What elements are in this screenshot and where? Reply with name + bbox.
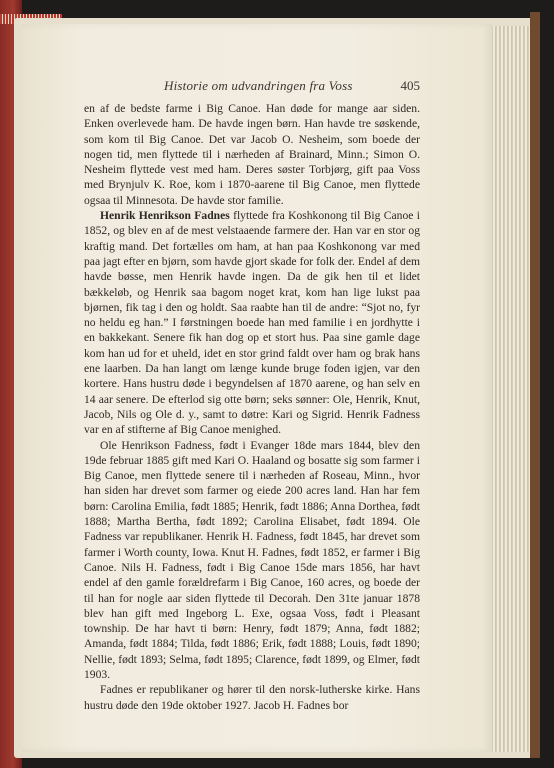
paragraph-4 [84, 682, 420, 713]
paragraph-1 [84, 101, 420, 208]
page-header [84, 78, 420, 98]
paragraph-3-text: Ole Henrikson Fadness, født i Evanger 18de mars 1844, blev den 19de februar 1885 gift med Kari O. Haaland og bosatte sig som farmer i Big Canoe, men flyttede senere til i nærheden af Roseau, Minn., hvor han siden har drevet som farmer og eiede 200 acres land. Han har fem børn: Carolina Emilia, født 1885; Henrik, født 1886; Anna Dorthea, født 1888; Martha Bertha, født 1892; Carolina Elisabet, født 1894. Ole Fadness var republikaner. Henrik H. Fadness, født 1845, har drevet som farmer i Worth county, Iowa. Knut H. Fadnes, født 1852, er farmer i Big Canoe. Nils H. Fadness, født i Big Canoe 15de mars 1856, har havt endel af den gamle forældrefarm i Big Canoe, 160 acres, og boede der til han for nogle aar siden flyttede til Decorah. Den 31te januar 1878 blev han gift med Ingeborg L. Exe, ogsaa Voss, født i Pleasant township. De har havt ti børn: Henry, født 1879; Anna, født 1882; Amanda, født 1884; Tilda, født 1886; Erik, født 1888; Louis, født 1890; Nellie, født 1893; Selma, født 1895; Clarence, født 1899, og Elmer, født 1903. [84, 438, 420, 681]
page-edges [488, 26, 534, 752]
book-cover-right [530, 12, 540, 758]
paragraph-4-text: Fadnes er republikaner og hører til den norsk-lutherske kirke. Hans hustru døde den 19de oktober 1927. Jacob H. Fadnes bor [84, 683, 420, 712]
body-text [84, 101, 420, 713]
paragraph-3 [84, 438, 420, 683]
paragraph-1-text: en af de bedste farme i Big Canoe. Han døde for mange aar siden. Enken overlevede ham. De havde ingen børn. Han havde tre søskende, som kom til Big Canoe. Det var Jacob O. Nesheim, som boede der nogen tid, men flyttede til i nærheden af Brainard, Minn.; Simon O. Nesheim flyttede vest med ham. Deres søster Torbjørg, gift paa Voss med Brynjulv K. Roe, kom i 1870-aarene til Big Canoe, men flyttede ogsaa til Minnesota. De havde stor familie. [84, 102, 420, 207]
page-number: 405 [400, 78, 420, 93]
running-head: Historie om udvandringen fra Voss [164, 78, 353, 93]
person-name-heading: Henrik Henrikson Fadnes [100, 209, 230, 223]
paragraph-2-text: flyttede fra Koshkonong til Big Canoe i 1852, og blev en af de mest velstaaende farmere der. Han var en stor og kraftig mand. Det fortælles om ham, at han paa Koshkonong var med paa jagt efter en bjørn, som havde gjort skade for folk der. Endel af dem havde bøsse, men Henrik havde ingen. Da de gik hen til et lidet bækkeløb, og Henrik saa bagom noget krat, kom han lige lukst paa bjørnen, fik tag i den og holdt. Saa raabte han til de andre: “Sjot no, fyr no heldu eg han.” I førstningen boede han med familie i en jordhytte i en bakkekant. Senere fik han dog op et stort hus. Paa sine gamle dage kom han ud for et uheld, idet en stor grind faldt over ham og brak hans ene laarben. Da han langt om længe kunde bruge foden igjen, var den kortere. Hans hustru døde i begyndelsen af 1870 aarene, og han selv en 14 aar senere. De efterlod sig otte børn; seks sønner: Ole, Henrik, Knut, Jacob, Nils og Ole d. y., samt to døtre: Kari og Sigrid. Henrik Fadness var en af stifterne af Big Canoe menighed. [84, 209, 420, 437]
paragraph-2 [84, 208, 420, 437]
